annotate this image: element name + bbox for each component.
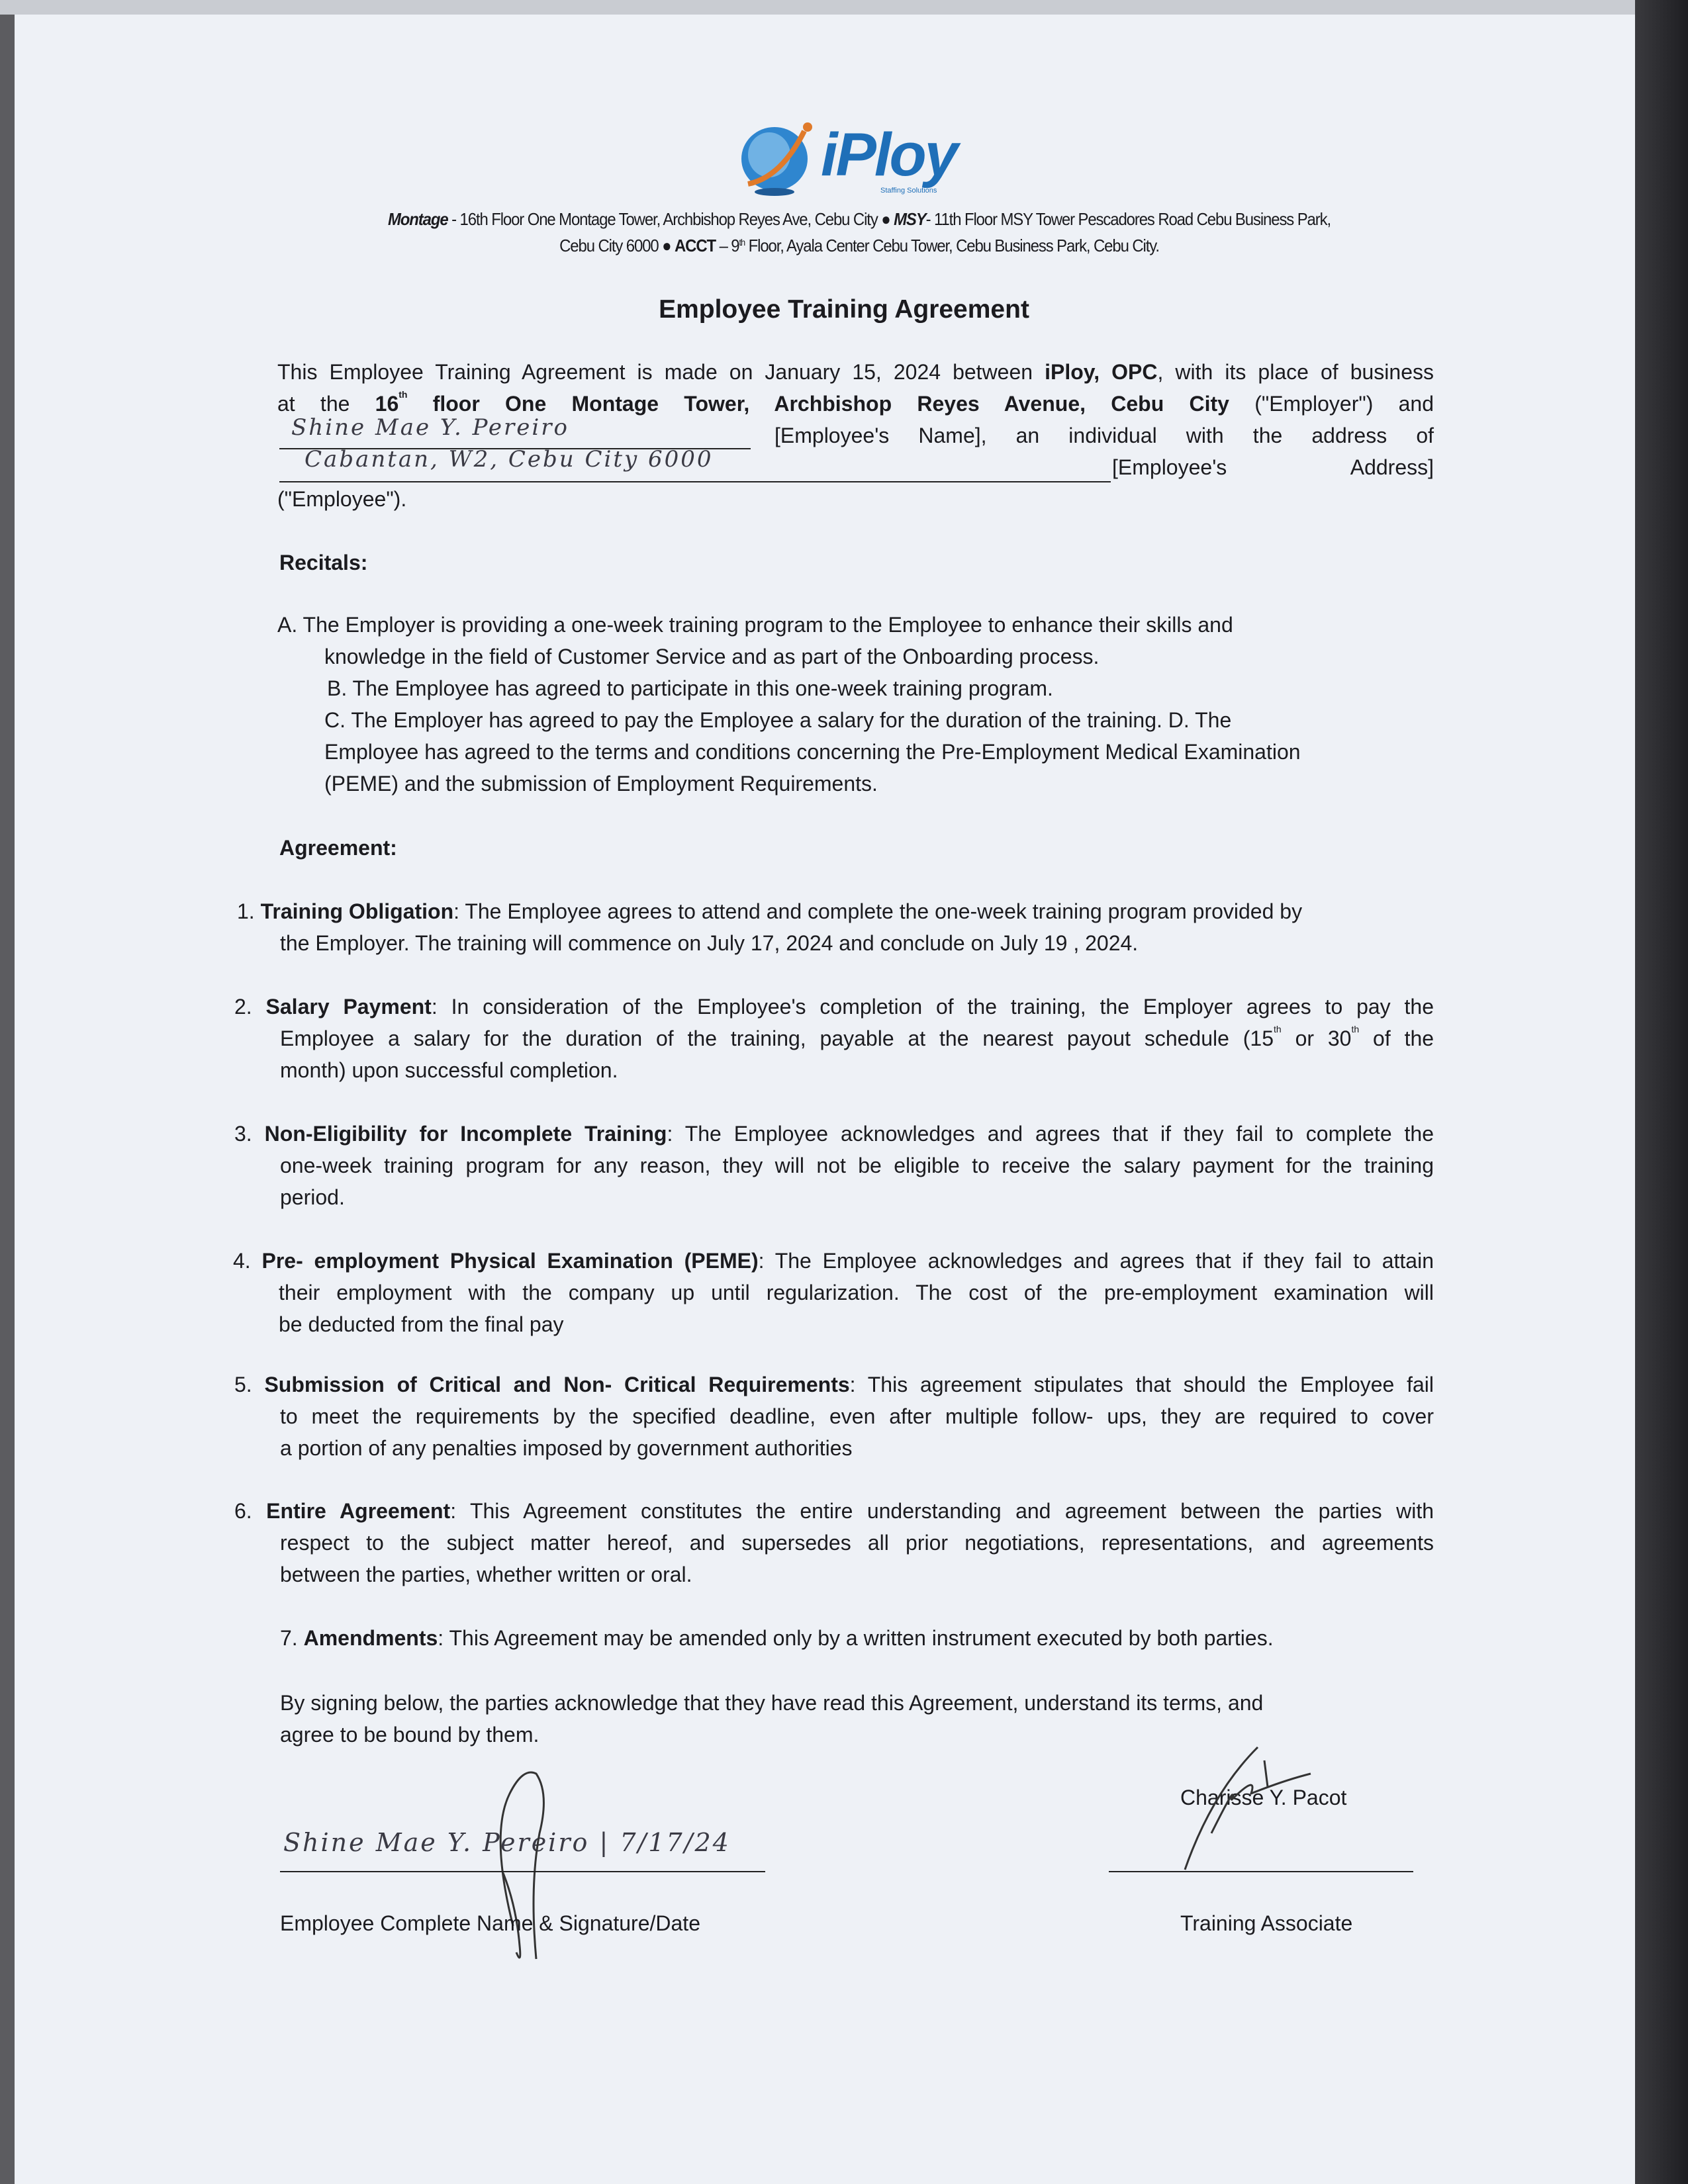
msy-label: MSY (894, 209, 926, 229)
montage-address: - 16th Floor One Montage Tower, Archbishop Reyes Ave, Cebu City ● (447, 209, 894, 229)
agreement-item-line: period. (280, 1185, 345, 1209)
montage-label: Montage (387, 209, 448, 229)
intro-text: [Employee's (1112, 455, 1227, 479)
acct-address: – 9 (716, 236, 739, 255)
agreement-item-line: respect to the subject matter hereof, and supersedes all prior negotiations, representations, and agreements (280, 1531, 1434, 1555)
recitals-heading: Recitals: (279, 551, 368, 574)
recital-line: knowledge in the field of Customer Service and as part of the Onboarding process. (324, 645, 1100, 668)
employee-signature-line (280, 1871, 765, 1872)
agreement-item-line: the Employer. The training will commence on July 17, 2024 and conclude on July 19 , 2024. (280, 931, 1139, 955)
associate-signature-mark (1172, 1741, 1357, 1873)
associate-signature-label: Training Associate (1180, 1911, 1353, 1935)
address-underline (279, 481, 1111, 482)
employee-signature-mark (463, 1754, 675, 1972)
agreement-item-line: Employee a salary for the duration of the training, payable at the nearest payout schedule (15th or 30th of the (280, 1024, 1434, 1050)
agreement-item-line: to meet the requirements by the specified deadline, even after multiple follow- ups, they are required to cover (280, 1404, 1434, 1428)
intro-line (1112, 451, 1434, 483)
employer-address: 16th floor One Montage Tower, Archbishop Reyes Avenue, Cebu City (375, 389, 1229, 416)
closing-line: By signing below, the parties acknowledge that they have read this Agreement, understand its terms, and (280, 1691, 1264, 1715)
intro-line: [Employee's Name], an individual with the address of (774, 424, 1434, 447)
logo-tagline: Staffing Solutions (880, 187, 937, 195)
acct-label: ACCT (674, 236, 716, 255)
agreement-item-5: 5. Submission of Critical and Non- Critical Requirements: This agreement stipulates that should the Employee fail (234, 1373, 1434, 1396)
agreement-item-3: 3. Non-Eligibility for Incomplete Training: The Employee acknowledges and agrees that if they fail to complete the (234, 1122, 1434, 1146)
scan-top-border (0, 0, 1635, 15)
agreement-item-4: 4. Pre- employment Physical Examination (PEME): The Employee acknowledges and agrees that if they fail to attain (233, 1249, 1434, 1273)
associate-name: Charisse Y. Pacot (1180, 1786, 1347, 1809)
associate-signature-line (1109, 1871, 1413, 1872)
msy-address: - 11th Floor MSY Tower Pescadores Road Cebu Business Park, (925, 209, 1331, 229)
employer-name: iPloy, OPC (1045, 360, 1158, 384)
closing-line: agree to be bound by them. (280, 1723, 539, 1747)
agreement-item-7: 7. Amendments: This Agreement may be amended only by a written instrument executed by both parties. (280, 1626, 1274, 1650)
intro-line (277, 356, 1434, 388)
logo-brand: iPloy (821, 121, 957, 189)
employee-name-field: Shine Mae Y. Pereiro (291, 414, 570, 441)
ordinal: th (739, 237, 745, 248)
agreement-item-line: one-week training program for any reason, they will not be eligible to receive the salary payment for the training (280, 1154, 1434, 1177)
document-title: Employee Training Agreement (659, 295, 1029, 324)
agreement-item-line: month) upon successful completion. (280, 1058, 618, 1082)
agreement-item-2: 2. Salary Payment: In consideration of the Employee's completion of the training, the Employer agrees to pay the (234, 995, 1434, 1019)
agreement-item-6: 6. Entire Agreement: This Agreement constitutes the entire understanding and agreement between the parties with (234, 1499, 1434, 1523)
iploy-logo (735, 118, 986, 197)
office-addresses-line-1 (342, 209, 1377, 230)
intro-text: ("Employer") and (1229, 392, 1434, 416)
agreement-item-1: 1. Training Obligation: The Employee agrees to attend and complete the one-week training program provided by (237, 899, 1303, 923)
agreement-item-line: be deducted from the final pay (279, 1312, 564, 1336)
intro-text: Address] (1350, 455, 1434, 479)
acct-address-cont: Floor, Ayala Center Cebu Tower, Cebu Business Park, Cebu City. (745, 236, 1159, 255)
intro-text: This Employee Training Agreement is made on January 15, 2024 between (277, 360, 1045, 384)
recital-line: (PEME) and the submission of Employment Requirements. (324, 772, 878, 796)
document-page (15, 15, 1635, 2184)
intro-text: , with its place of business (1157, 360, 1434, 384)
msy-address-cont: Cebu City 6000 ● (559, 236, 675, 255)
intro-text: at the (277, 392, 375, 416)
scan-right-edge (1635, 0, 1688, 2184)
agreement-item-line: their employment with the company up until regularization. The cost of the pre-employment examination will (279, 1281, 1434, 1304)
recital-line: A. The Employer is providing a one-week training program to the Employee to enhance their skills and (277, 613, 1233, 637)
employee-signature-text: Shine Mae Y. Pereiro | 7/17/24 (283, 1828, 731, 1857)
agreement-item-line: a portion of any penalties imposed by government authorities (280, 1436, 853, 1460)
agreement-item-line: between the parties, whether written or oral. (280, 1563, 692, 1586)
recital-line: C. The Employer has agreed to pay the Employee a salary for the duration of the training. D. The (324, 708, 1232, 732)
employee-signature-label: Employee Complete Name & Signature/Date (280, 1911, 700, 1935)
office-addresses-line-2 (342, 236, 1377, 256)
recital-line: Employee has agreed to the terms and conditions concerning the Pre-Employment Medical Examination (324, 740, 1301, 764)
intro-line: ("Employee"). (277, 487, 407, 511)
agreement-heading: Agreement: (279, 836, 397, 860)
employee-address-field: Cabantan, W2, Cebu City 6000 (305, 446, 714, 473)
recital-line: B. The Employee has agreed to participate in this one-week training program. (327, 676, 1053, 700)
